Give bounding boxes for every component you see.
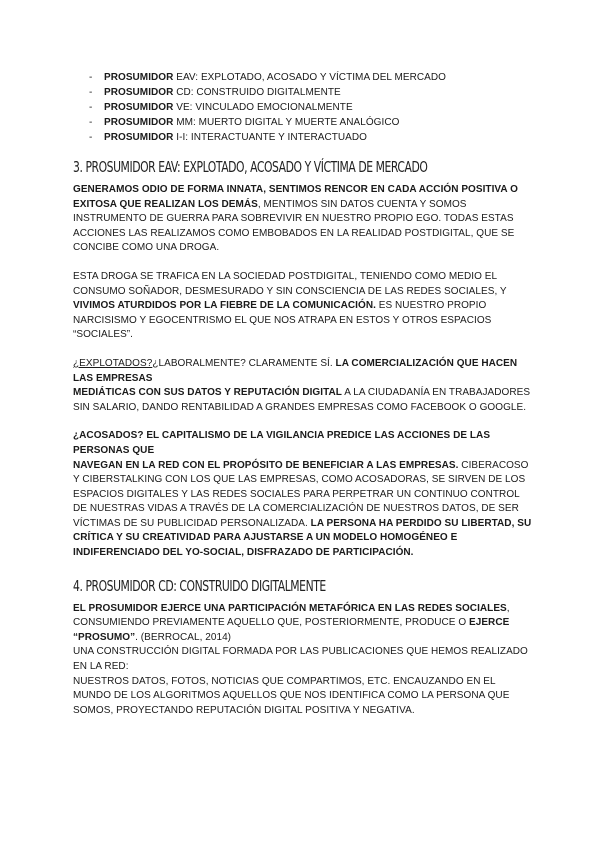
list-item [73, 100, 533, 115]
list-item [73, 70, 533, 85]
section-4-heading: 4. PROSUMIDOR CD: CONSTRUIDO DIGITALMENTE [73, 576, 326, 595]
bullet-dash: - [89, 132, 93, 143]
emphasis-text: LA PERSONA HA PERDIDO SU LIBERTAD, SU CRÍTICA Y SU CREATIVIDAD PARA AJUSTARSE A UN MODELO HOMOGÉNEO E INDIFERENCIADO DEL YO-SOCIAL, DISFRAZADO DE PARTICIPACIÓN. [73, 517, 532, 559]
body-text: CIBERACOSO Y CIBERSTALKING CON LOS QUE LAS EMPRESAS, COMO ACOSADORAS, SE SIRVEN DE LOS ESPACIOS DIGITALES Y LAS REDES SOCIALES PARA PERPETRAR UN CONTINUO CONTROL DE NUESTRAS VIDAS A TRAVÉS DE LA COMERCIALIZACIÓN DE NUESTROS DATOS, DE SER VÍCTIMAS DE SU PUBLICIDAD PERSONALIZADA. [73, 459, 529, 529]
list-item-text: EAV: EXPLOTADO, ACOSADO Y VÍCTIMA DEL MERCADO [173, 72, 446, 83]
list-item-bold: PROSUMIDOR [104, 87, 174, 98]
emphasis-text: LA COMERCIALIZACIÓN QUE HACEN LAS EMPRESAS [73, 357, 518, 384]
body-text: A LA CIUDADANÍA EN TRABAJADORES SIN SALARIO, DANDO RENTABILIDAD A GRANDES EMPRESAS COMO FACEBOOK O GOOGLE. [73, 387, 531, 413]
body-text: . (BERROCAL, 2014) [135, 631, 232, 643]
body-text: UNA CONSTRUCCIÓN DIGITAL FORMADA POR LAS PUBLICACIONES QUE HEMOS REALIZADO EN LA RED: [73, 646, 528, 673]
section-3-paragraph-1 [73, 183, 533, 256]
list-item-text: CD: CONSTRUIDO DIGITALMENTE [173, 87, 341, 98]
list-item-bold: PROSUMIDOR [104, 132, 174, 143]
list-item-bold: PROSUMIDOR [104, 102, 174, 113]
section-4-paragraph-1 [73, 602, 533, 719]
underlined-text: ¿EXPLOTADOS? [73, 357, 153, 369]
emphasis-text: MEDIÁTICAS CON SUS DATOS Y REPUTACIÓN DIGITAL [73, 387, 342, 399]
list-item [73, 130, 533, 145]
list-item-text: I-I: INTERACTUANTE Y INTERACTUADO [173, 132, 367, 143]
emphasis-text: NAVEGAN EN LA RED CON EL PROPÓSITO DE BENEFICIAR A LAS EMPRESAS. [73, 459, 459, 471]
section-3-paragraph-3 [73, 357, 533, 415]
section-3-paragraph-4 [73, 429, 533, 560]
list-item-text: VE: VINCULADO EMOCIONALMENTE [173, 102, 353, 113]
emphasis-text: EL PROSUMIDOR EJERCE UNA PARTICIPACIÓN METAFÓRICA EN LAS REDES SOCIALES [73, 602, 507, 614]
list-item-bold: PROSUMIDOR [104, 117, 174, 128]
body-text: ES NUESTRO PROPIO NARCISISMO Y EGOCENTRISMO EL QUE NOS ATRAPA EN ESTOS Y OTROS ESPACIOS “SOCIALES”. [73, 300, 492, 341]
list-item-text: MM: MUERTO DIGITAL Y MUERTE ANALÓGICO [173, 117, 400, 128]
body-text: ESTA DROGA SE TRAFICA EN LA SOCIEDAD POSTDIGITAL, TENIENDO COMO MEDIO EL CONSUMO SOÑADOR, DESMESURADO Y SIN CONSCIENCIA DE LAS REDES SOCIALES, Y [73, 270, 507, 297]
bullet-dash: - [89, 117, 93, 128]
list-item [73, 85, 533, 100]
emphasis-text: EJERCE “PROSUMO” [73, 617, 510, 643]
section-3-paragraph-2 [73, 270, 533, 343]
emphasis-text: VIVIMOS ATURDIDOS POR LA FIEBRE DE LA COMUNICACIÓN. [73, 300, 376, 312]
bullet-dash: - [89, 87, 93, 98]
body-text: , CONSUMIENDO PREVIAMENTE AQUELLO QUE, POSTERIORMENTE, PRODUCE O [73, 602, 510, 629]
body-text: , MENTIMOS SIN DATOS CUENTA Y SOMOS INSTRUMENTO DE GUERRA PARA SOBREVIVIR EN NUESTRO PROPIO EGO. TODAS ESTAS ACCIONES LAS REALIZAMOS COMO EMBOBADOS EN LA REALIDAD POSTDIGITAL, QUE SE CONCIBE COMO UNA DROGA. [73, 198, 515, 254]
page-content [73, 70, 533, 718]
list-item [73, 115, 533, 130]
bullet-dash: - [89, 72, 93, 83]
prosumidor-list [73, 70, 533, 145]
section-3-heading: 3. PROSUMIDOR EAV: EXPLOTADO, ACOSADO Y VÍCTIMA DE MERCADO [73, 158, 428, 176]
body-text: NUESTROS DATOS, FOTOS, NOTICIAS QUE COMPARTIMOS, ETC. ENCAUZANDO EN EL MUNDO DE LOS ALGORITMOS AQUELLOS QUE NOS IDENTIFICA COMO LA PERSONA QUE SOMOS, PROYECTANDO REPUTACIÓN DIGITAL POSITIVA Y NEGATIVA. [73, 675, 510, 716]
body-text: ¿LABORALMENTE? CLARAMENTE SÍ. [152, 357, 336, 369]
emphasis-text: ¿ACOSADOS? EL CAPITALISMO DE LA VIGILANCIA PREDICE LAS ACCIONES DE LAS PERSONAS QUE [73, 430, 491, 456]
list-item-bold: PROSUMIDOR [104, 72, 174, 83]
emphasis-text: GENERAMOS ODIO DE FORMA INNATA, SENTIMOS RENCOR EN CADA ACCIÓN POSITIVA O EXITOSA QUE REALIZAN LOS DEMÁS [73, 184, 518, 210]
bullet-dash: - [89, 102, 93, 113]
